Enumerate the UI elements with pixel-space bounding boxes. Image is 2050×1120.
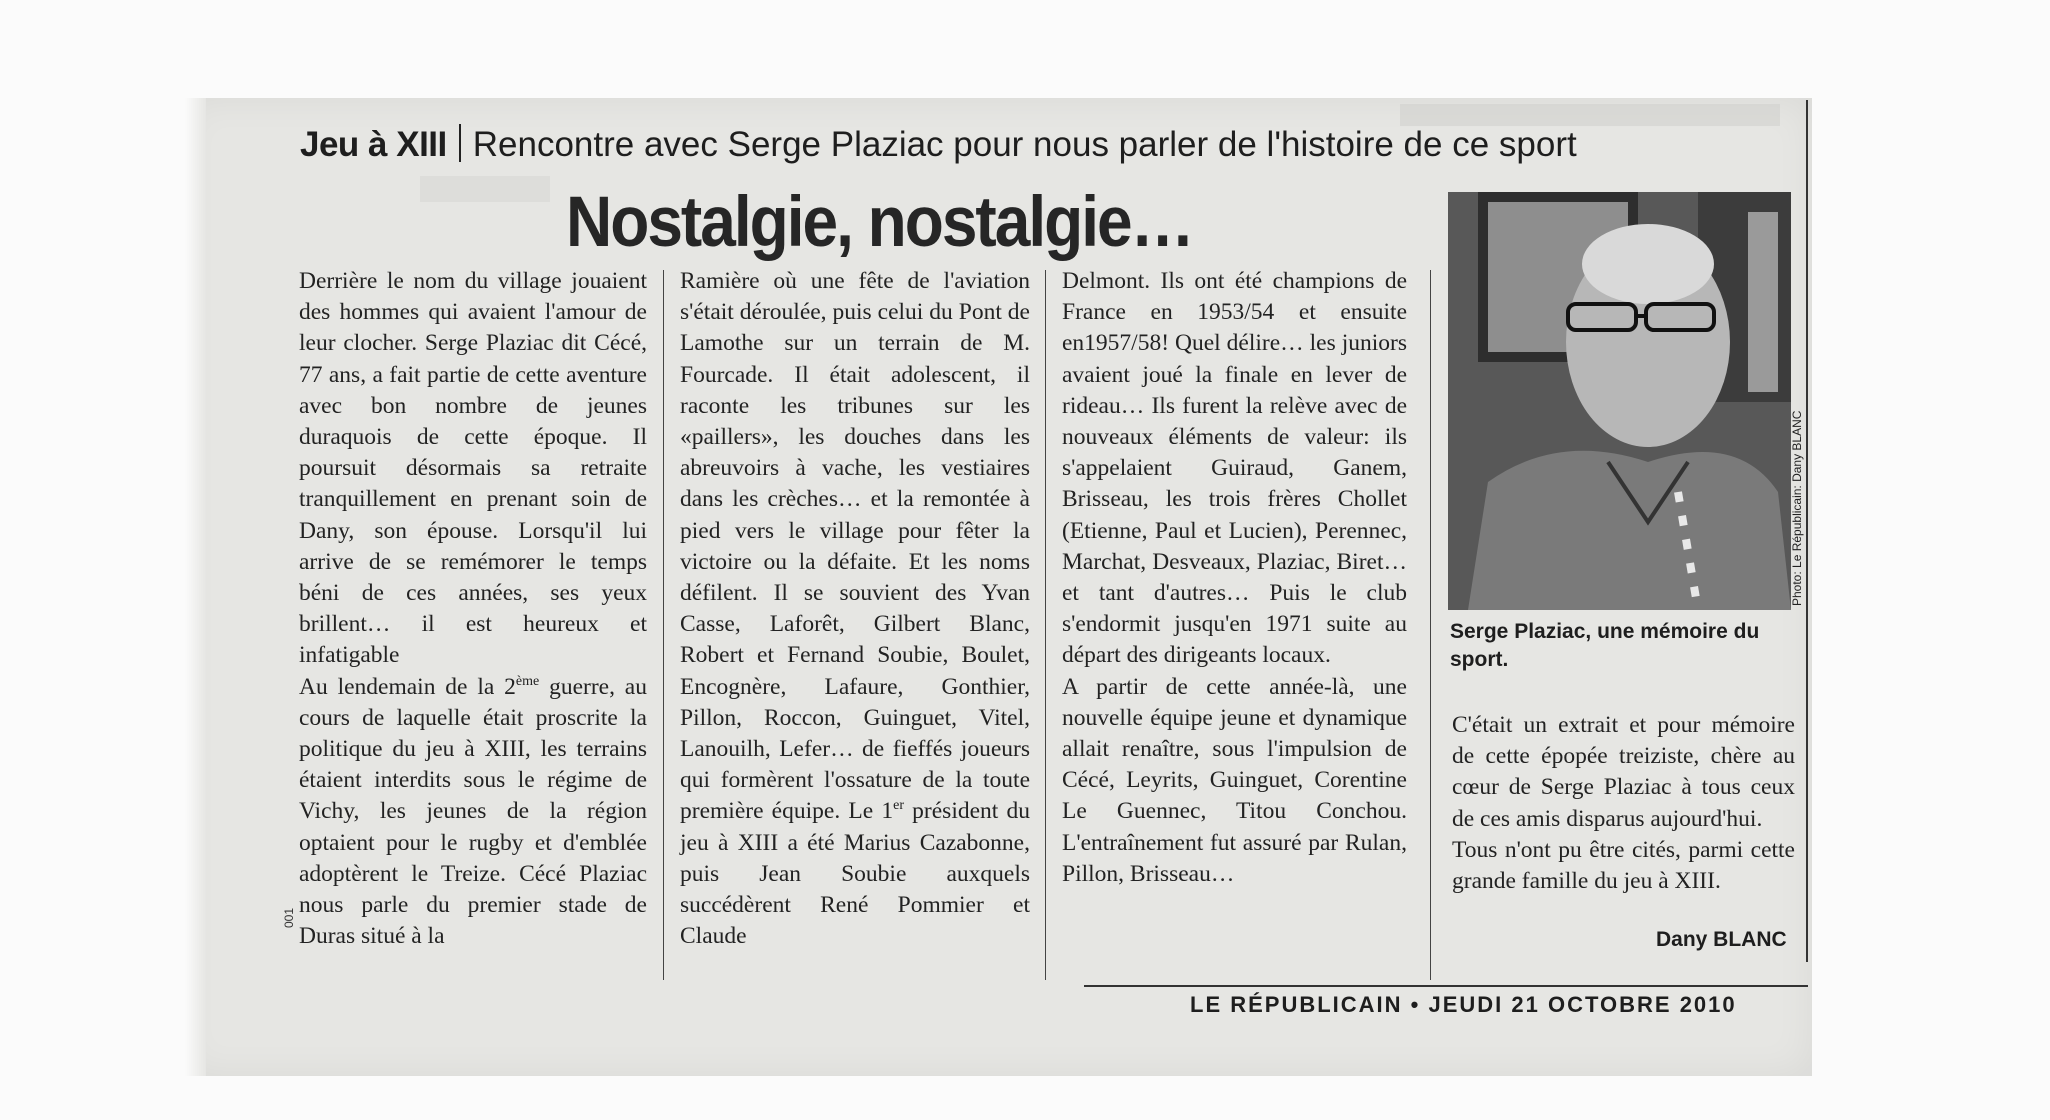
byline: Dany BLANC [1656,928,1787,951]
superscript: ème [515,673,540,689]
paragraph: Tous n'ont pu être cités, parmi cette grande famille du jeu à XIII. [1452,836,1795,895]
superscript: er [893,798,904,814]
page-code: 001 [282,907,296,928]
text-run: Ramière où une fête de l'aviation s'était déroulée, puis celui du Pont de Lamothe sur un terrain de M. Fourcade. Il était adolescent, il raconte les tribunes sur les «paillers», les douches dans les abreuvoirs à vache, les vestiaires dans les crèches… et la remontée à pied vers le village pour fêter la victoire ou la défaite. Et les noms défilent. Il se souvient des Yvan Casse, Laforêt, Gilbert Blanc, Robert et Fernand Soubie, Boulet, Encognère, Lafaure, Gonthier, Pillon, Roccon, Guinguet, Vitel, Lanouilh, Lefer… de fieffés joueurs qui formèrent l'ossature de la toute première équipe. Le 1 [680,268,1030,825]
paragraph [680,266,1030,952]
newspaper-footer: LE RÉPUBLICAIN • JEUDI 21 OCTOBRE 2010 [1190,992,1737,1017]
bleed-through-shadow [420,176,550,202]
kicker-text: Rencontre avec Serge Plaziac pour nous parler de l'histoire de ce sport [472,125,1577,164]
paragraph: Delmont. Ils ont été champions de France en 1953/54 et ensuite en1957/58! Quel délire… les juniors avaient joué la finale en lever de rideau… Ils furent la relève avec de nouveaux éléments de valeur: ils s'appelaient Guiraud, Ganem, Brisseau, les trois frères Chollet (Etienne, Paul et Lucien), Perennec, Marchat, Desveaux, Plaziac, Biret… et tant d'autres… Puis le club s'endormit jusqu'en 1971 suite au départ des dirigeants locaux. [1062,268,1407,669]
text-run: guerre, au cours de laquelle était proscrite la politique du jeu à XIII, les terrains étaient interdits sous le régime de Vichy, les jeunes de la région optaient pour le rugby et d'emblée adoptèrent le Treize. Cécé Plaziac nous parle du premier stade de Duras situé à la [299,673,647,950]
torn-edge [176,98,206,1076]
article-column-4 [1452,710,1795,897]
column-rule [663,270,664,980]
paragraph: C'était un extrait et pour mémoire de cette épopée treiziste, chère au cœur de Serge Plaziac à tous ceux de ces amis disparus aujourd'hui. [1452,712,1795,832]
article-kicker [300,124,1780,174]
article-column-2 [680,266,1030,952]
portrait-illustration [1448,192,1791,610]
kicker-divider [459,124,461,162]
footer-rule [1084,985,1808,987]
photo-credit: Photo: Le Républicain: Dany BLANC [1790,410,1804,606]
column-rule [1045,270,1046,980]
headline: Nostalgie, nostalgie… [566,181,1193,262]
text-run: Au lendemain de la 2 [299,673,516,700]
photo-caption: Serge Plaziac, une mémoire du sport. [1450,620,1760,671]
article-column-1 [299,266,647,952]
paragraph [299,672,647,953]
bleed-through-shadow [1400,104,1780,126]
right-border-rule [1806,100,1808,962]
paragraph: A partir de cette année-là, une nouvelle équipe jeune et dynamique allait renaître, sous l'impulsion de Cécé, Leyrits, Guinguet, Corentine Le Guennec, Titou Conchou. L'entraînement fut assuré par Rulan, Pillon, Brisseau… [1062,673,1407,887]
article-column-3 [1062,266,1407,890]
portrait-photo [1448,192,1791,610]
paragraph: Derrière le nom du village jouaient des hommes qui avaient l'amour de leur clocher. Serge Plaziac dit Cécé, 77 ans, a fait partie de cette aventure avec bon nombre de jeunes duraquois de cette époque. Il poursuit désormais sa retraite tranquillement en prenant soin de Dany, son épouse. Lorsqu'il lui arrive de se remémorer le temps béni de ces années, ses yeux brillent… il est heureux et infatigable [299,268,647,669]
section-label: Jeu à XIII [300,125,447,164]
text-run: président du jeu à XIII a été Marius Cazabonne, puis Jean Soubie auxquels succédèrent René Pommier et Claude [680,798,1031,950]
column-rule [1430,270,1431,980]
